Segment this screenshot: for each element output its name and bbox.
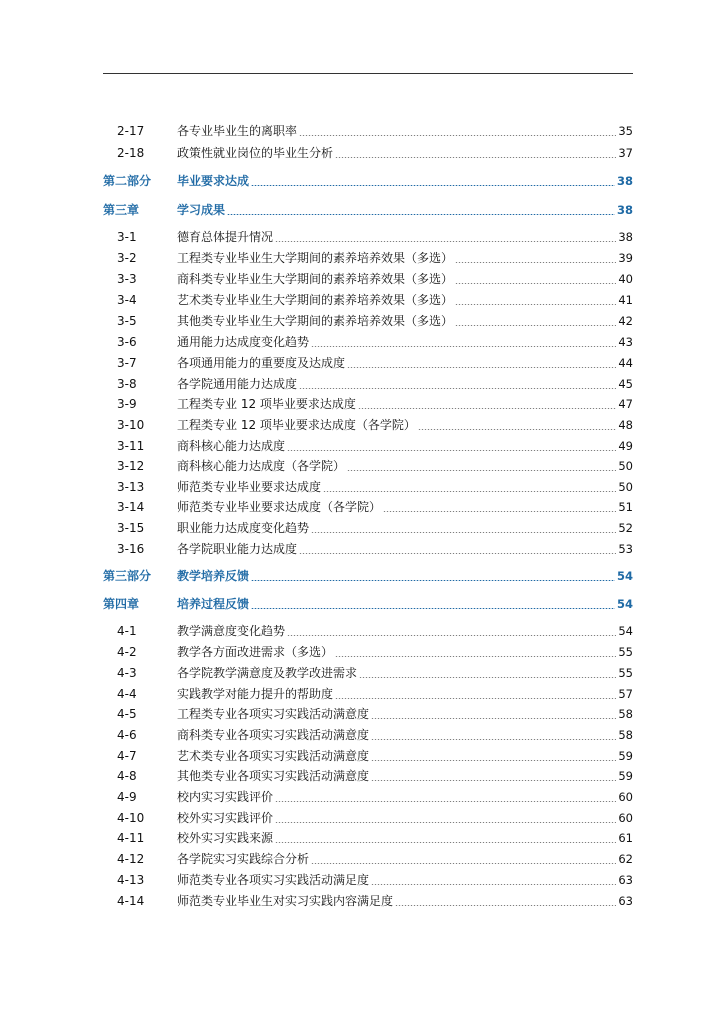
toc-entry-number: 4-1 <box>117 624 137 638</box>
toc-entry-page: 48 <box>618 418 633 432</box>
toc-entry-number: 第四章 <box>103 597 140 611</box>
dot-leader <box>455 325 616 326</box>
dot-leader <box>371 760 616 761</box>
toc-entry-title: 艺术类专业各项实习实践活动满意度 <box>177 749 370 763</box>
dot-leader <box>299 135 616 136</box>
toc-entry-title: 培养过程反馈 <box>177 597 250 611</box>
toc-entry-title: 政策性就业岗位的毕业生分析 <box>177 146 334 160</box>
toc-entry-number: 4-5 <box>117 707 137 721</box>
toc-entry-number: 第二部分 <box>103 174 152 188</box>
toc-entry-title: 各学院职业能力达成度 <box>177 542 298 556</box>
toc-entry-number: 4-10 <box>117 811 145 825</box>
toc-entry[interactable] <box>103 724 633 746</box>
dot-leader <box>359 677 616 678</box>
toc-entry-page: 63 <box>618 894 633 908</box>
toc-heading[interactable] <box>103 565 633 587</box>
toc-entry-number: 4-11 <box>117 831 145 845</box>
toc-entry[interactable] <box>103 786 633 808</box>
dot-leader <box>395 905 616 906</box>
toc-entry-title: 教学满意度变化趋势 <box>177 624 286 638</box>
toc-entry-title: 其他类专业毕业生大学期间的素养培养效果（多选） <box>177 314 454 328</box>
toc-entry-number: 4-4 <box>117 687 137 701</box>
toc-entry-title: 商科类专业各项实习实践活动满意度 <box>177 728 370 742</box>
toc-entry-page: 38 <box>616 174 633 188</box>
toc-entry[interactable] <box>103 745 633 767</box>
dot-leader <box>347 367 616 368</box>
dot-leader <box>227 214 615 215</box>
toc-entry-page: 60 <box>618 811 633 825</box>
toc-entry-page: 52 <box>618 521 633 535</box>
toc-entry-number: 3-13 <box>117 480 145 494</box>
toc-entry-number: 2-18 <box>117 146 145 160</box>
toc-heading[interactable] <box>103 170 633 192</box>
dot-leader <box>311 532 616 533</box>
toc-entry-page: 35 <box>618 124 633 138</box>
toc-entry-title: 实践教学对能力提升的帮助度 <box>177 687 334 701</box>
toc-entry-page: 38 <box>616 203 633 217</box>
toc-entry-page: 58 <box>618 728 633 742</box>
dot-leader <box>275 822 616 823</box>
toc-entry-page: 63 <box>618 873 633 887</box>
toc-entry-page: 61 <box>618 831 633 845</box>
dot-leader <box>275 842 616 843</box>
toc-entry-title: 商科核心能力达成度（各学院） <box>177 459 346 473</box>
toc-entry-title: 工程类专业各项实习实践活动满意度 <box>177 707 370 721</box>
toc-entry[interactable] <box>103 352 633 374</box>
toc-entry-title: 各项通用能力的重要度及达成度 <box>177 356 346 370</box>
toc-entry-page: 40 <box>618 272 633 286</box>
toc-entry-number: 3-5 <box>117 314 137 328</box>
toc-entry-page: 55 <box>618 645 633 659</box>
toc-entry-title: 师范类专业各项实习实践活动满足度 <box>177 873 370 887</box>
toc-entry[interactable] <box>103 890 633 912</box>
toc-entry-number: 3-9 <box>117 397 137 411</box>
toc-entry-number: 3-2 <box>117 251 137 265</box>
toc-entry-number: 4-14 <box>117 894 145 908</box>
dot-leader <box>383 511 616 512</box>
toc-entry-page: 41 <box>618 293 633 307</box>
toc-entry-title: 校外实习实践评价 <box>177 811 274 825</box>
toc-entry-number: 4-6 <box>117 728 137 742</box>
toc-entry[interactable] <box>103 683 633 705</box>
toc-entry-title: 工程类专业 12 项毕业要求达成度（各学院） <box>177 418 416 432</box>
toc-entry-number: 3-6 <box>117 335 137 349</box>
toc-entry-title: 校外实习实践来源 <box>177 831 274 845</box>
toc-entry-title: 工程类专业毕业生大学期间的素养培养效果（多选） <box>177 251 454 265</box>
toc-entry-title: 学习成果 <box>177 203 226 217</box>
toc-entry-number: 第三章 <box>103 203 140 217</box>
toc-entry[interactable] <box>103 226 633 248</box>
toc-heading[interactable] <box>103 199 633 221</box>
dot-leader <box>299 388 616 389</box>
toc-entry-page: 47 <box>618 397 633 411</box>
dot-leader <box>455 262 616 263</box>
toc-entry-number: 4-3 <box>117 666 137 680</box>
toc-entry-title: 商科核心能力达成度 <box>177 439 286 453</box>
header-rule <box>103 73 633 74</box>
toc-entry-number: 4-13 <box>117 873 145 887</box>
dot-leader <box>299 553 616 554</box>
toc-entry-page: 54 <box>618 624 633 638</box>
toc-entry-page: 39 <box>618 251 633 265</box>
toc-entry[interactable] <box>103 765 633 787</box>
toc-entry[interactable] <box>103 247 633 269</box>
toc-entry-number: 4-8 <box>117 769 137 783</box>
toc-entry-title: 其他类专业各项实习实践活动满意度 <box>177 769 370 783</box>
toc-entry-page: 57 <box>618 687 633 701</box>
toc-entry-title: 各学院通用能力达成度 <box>177 377 298 391</box>
toc-entry-number: 3-10 <box>117 418 145 432</box>
dot-leader <box>418 429 616 430</box>
toc-entry-number: 3-8 <box>117 377 137 391</box>
toc-entry[interactable] <box>103 517 633 539</box>
toc-entry-title: 教学培养反馈 <box>177 569 250 583</box>
toc-entry-page: 45 <box>618 377 633 391</box>
toc-entry-title: 工程类专业 12 项毕业要求达成度 <box>177 397 356 411</box>
toc-entry[interactable] <box>103 538 633 560</box>
dot-leader <box>455 304 616 305</box>
toc-entry-number: 3-14 <box>117 500 145 514</box>
dot-leader <box>275 241 616 242</box>
dot-leader <box>251 185 615 186</box>
toc-entry[interactable] <box>103 393 633 415</box>
toc-entry-number: 2-17 <box>117 124 145 138</box>
toc-entry-number: 4-7 <box>117 749 137 763</box>
toc-entry-number: 4-12 <box>117 852 145 866</box>
toc-entry-title: 各专业毕业生的离职率 <box>177 124 298 138</box>
dot-leader <box>251 580 615 581</box>
toc-entry-page: 54 <box>616 597 633 611</box>
dot-leader <box>371 718 616 719</box>
toc-entry[interactable] <box>103 496 633 518</box>
toc-entry-number: 3-16 <box>117 542 145 556</box>
toc-entry-page: 58 <box>618 707 633 721</box>
toc-entry[interactable] <box>103 120 633 142</box>
toc-entry-page: 55 <box>618 666 633 680</box>
toc-entry-title: 师范类专业毕业要求达成度（各学院） <box>177 500 382 514</box>
toc-entry[interactable] <box>103 414 633 436</box>
toc-entry[interactable] <box>103 435 633 457</box>
toc-entry-page: 38 <box>618 230 633 244</box>
dot-leader <box>311 346 616 347</box>
toc-entry[interactable] <box>103 331 633 353</box>
toc-entry-page: 37 <box>618 146 633 160</box>
toc-entry-number: 3-15 <box>117 521 145 535</box>
toc-entry-page: 54 <box>616 569 633 583</box>
toc-entry-title: 师范类专业毕业生对实习实践内容满足度 <box>177 894 394 908</box>
toc-entry-title: 教学各方面改进需求（多选） <box>177 645 334 659</box>
toc-entry-title: 毕业要求达成 <box>177 174 250 188</box>
toc-entry-title: 师范类专业毕业要求达成度 <box>177 480 322 494</box>
toc-entry[interactable] <box>103 455 633 477</box>
dot-leader <box>275 801 616 802</box>
toc-entry[interactable] <box>103 703 633 725</box>
toc-entry-number: 4-9 <box>117 790 137 804</box>
dot-leader <box>371 739 616 740</box>
toc-entry[interactable] <box>103 142 633 164</box>
toc-entry-number: 3-4 <box>117 293 137 307</box>
toc-entry-page: 44 <box>618 356 633 370</box>
dot-leader <box>251 608 615 609</box>
dot-leader <box>371 884 616 885</box>
toc-entry[interactable] <box>103 807 633 829</box>
dot-leader <box>455 283 616 284</box>
toc-entry-title: 通用能力达成度变化趋势 <box>177 335 310 349</box>
toc-heading[interactable] <box>103 593 633 615</box>
dot-leader <box>371 780 616 781</box>
toc-entry[interactable] <box>103 268 633 290</box>
dot-leader <box>335 698 616 699</box>
toc-entry-page: 49 <box>618 439 633 453</box>
toc-entry-number: 4-2 <box>117 645 137 659</box>
toc-entry-number: 3-3 <box>117 272 137 286</box>
toc-entry-number: 3-11 <box>117 439 145 453</box>
toc-entry-title: 各学院教学满意度及教学改进需求 <box>177 666 358 680</box>
toc-entry-title: 德育总体提升情况 <box>177 230 274 244</box>
toc-entry-page: 43 <box>618 335 633 349</box>
toc-entry-number: 3-12 <box>117 459 145 473</box>
toc-entry[interactable] <box>103 476 633 498</box>
toc-entry-page: 59 <box>618 769 633 783</box>
toc-entry[interactable] <box>103 827 633 849</box>
toc-entry-title: 职业能力达成度变化趋势 <box>177 521 310 535</box>
toc-entry-number: 3-1 <box>117 230 137 244</box>
dot-leader <box>323 491 616 492</box>
toc-entry-page: 53 <box>618 542 633 556</box>
toc-entry[interactable] <box>103 620 633 642</box>
toc-entry-page: 51 <box>618 500 633 514</box>
toc-entry[interactable] <box>103 869 633 891</box>
toc-entry-number: 第三部分 <box>103 569 152 583</box>
toc-entry-page: 59 <box>618 749 633 763</box>
toc-entry[interactable] <box>103 662 633 684</box>
toc-entry[interactable] <box>103 289 633 311</box>
toc-entry-page: 50 <box>618 459 633 473</box>
toc-entry[interactable] <box>103 373 633 395</box>
toc-entry[interactable] <box>103 641 633 663</box>
toc-entry[interactable] <box>103 310 633 332</box>
toc-entry-title: 商科类专业毕业生大学期间的素养培养效果（多选） <box>177 272 454 286</box>
toc-entry-number: 3-7 <box>117 356 137 370</box>
dot-leader <box>287 450 616 451</box>
dot-leader <box>335 157 616 158</box>
dot-leader <box>335 656 616 657</box>
dot-leader <box>287 635 616 636</box>
toc-entry[interactable] <box>103 848 633 870</box>
toc-entry-page: 42 <box>618 314 633 328</box>
toc-entry-page: 60 <box>618 790 633 804</box>
toc-entry-page: 62 <box>618 852 633 866</box>
dot-leader <box>347 470 616 471</box>
toc-entry-title: 各学院实习实践综合分析 <box>177 852 310 866</box>
toc-entry-title: 校内实习实践评价 <box>177 790 274 804</box>
dot-leader <box>358 408 616 409</box>
dot-leader <box>311 863 616 864</box>
toc-entry-page: 50 <box>618 480 633 494</box>
toc-entry-title: 艺术类专业毕业生大学期间的素养培养效果（多选） <box>177 293 454 307</box>
